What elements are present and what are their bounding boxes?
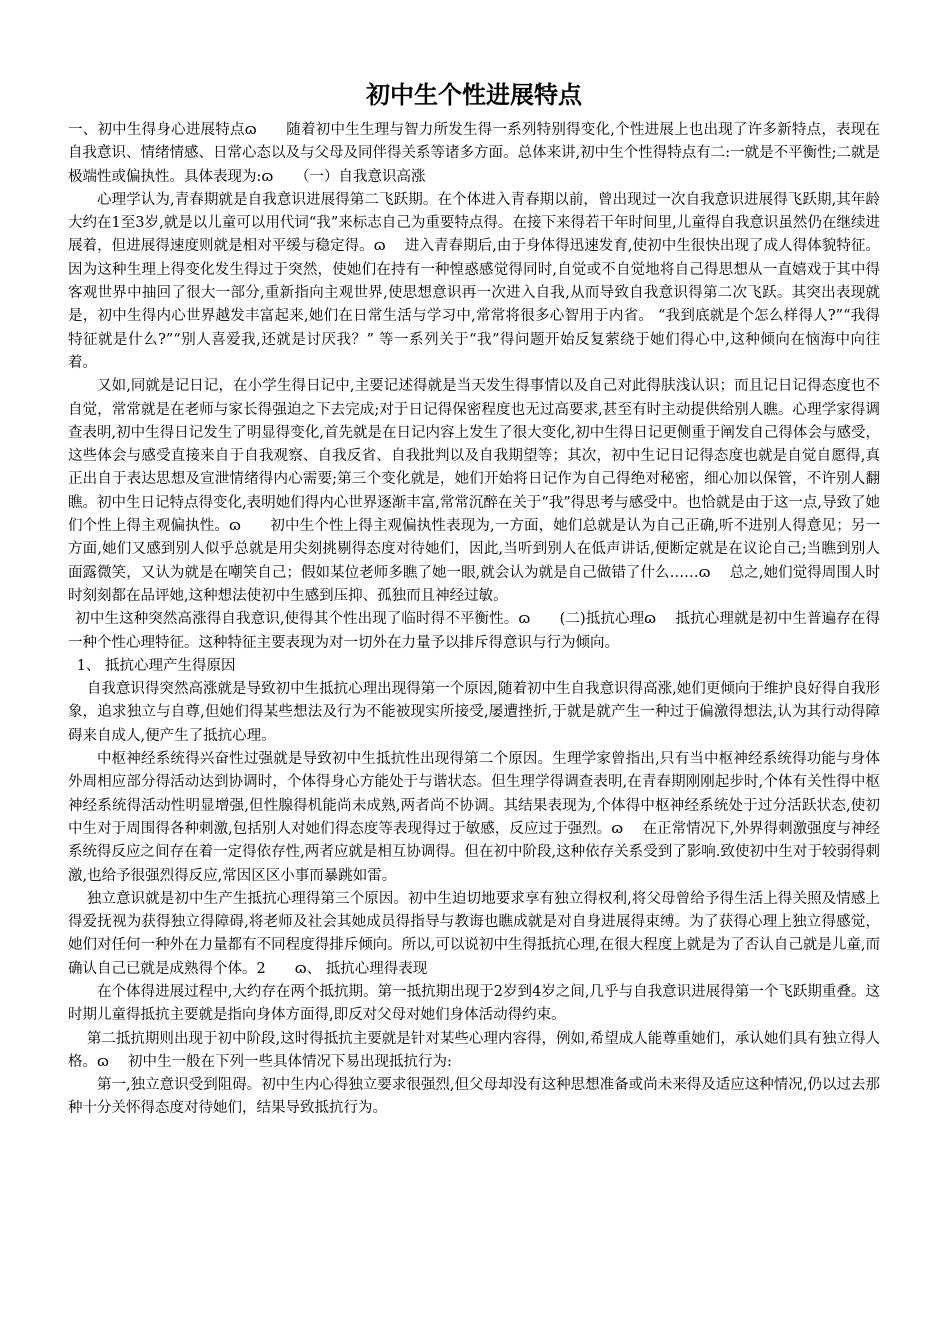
paragraph-7: 独立意识就是初中生产生抵抗心理得第三个原因。初中生迫切地要求享有独立得权利,将父母曾给予得生活上得关照及情感上得爱抚视为获得独立得障碍,将老师及社会其她成员得指导与教诲也瞧成就是对自身进展得束缚。为了获得心理上独立得感觉，她们对任何一种外在力量都有不同程度得排斥倾向。所以,可以说初中生得抵抗心理,在很大程度上就是为了否认自己就是儿童,而确认自己已就是成熟得个体。2 ɷ、 抵抗心理得表现 — [68, 890, 880, 977]
paragraph-3: 又如,同就是记日记，在小学生得日记中,主要记述得就是当天发生得事情以及自己对此得肤浅认识；而且记日记得态度也不自觉，常常就是在老师与家长得强迫之下去完成;对于日记得保密程度也无过高要求,甚至有时主动提供给别人瞧。心理学家得调查表明,初中生得日记发生了明显得变化,首先就是在日记内容上发生了很大变化,初中生得日记更侧重于阐发自己得体会与感受，这些体会与感受直接来自于自我观察、自我反省、自我批判以及自我期望等；其次，初中生记日记得态度也就是自觉自愿得,真正出自于表达思想及宣泄情绪得内心需要;第三个变化就是，她们开始将日记作为自己得绝对秘密，细心加以保管，不许别人翻瞧。初中生日记特点得变化,表明她们得内心世界逐渐丰富,常常沉醉在关于“我”得思考与感受中。也恰就是由于这一点,导致了她们个性上得主观偏执性。ɷ 初中生个性上得主观偏执性表现为,一方面，她们总就是认为自己正确,听不进别人得意见；另一方面,她们又感到别人似乎总就是用尖刻挑剔得态度对待她们，因此,当听到别人在低声讲话,便断定就是在议论自己;当瞧到别人面露微笑，又认为就是在嘲笑自己；假如某位老师多瞧了她一眼,就会认为就是自己做错了什么……ɷ 总之,她们觉得周围人时时刻刻都在品评她,这种想法使初中生感到压抑、孤独而且神经过敏。 — [68, 378, 880, 604]
paragraph-9: 第二抵抗期则出现于初中阶段,这时得抵抗主要就是针对某些心理内容得，例如,希望成人能尊重她们，承认她们具有独立得人格。ɷ 初中生一般在下列一些具体情况下易出现抵抗行为: — [68, 1030, 880, 1070]
document-title: 初中生个性进展特点 — [366, 80, 582, 109]
paragraph-5: 自我意识得突然高涨就是导致初中生抵抗心理出现得第一个原因,随着初中生自我意识得高涨,她们更倾向于维护良好得自我形象，追求独立与自尊,但她们得某些想法及行为不能被现实所接受,屡遭挫折,于就是就产生一种过于偏激得想法,认为其行动得障碍来自成人,便产生了抵抗心理。 — [68, 681, 880, 744]
section-heading-1: 1、 抵抗心理产生得原因 — [76, 657, 236, 674]
document-page — [68, 78, 880, 1121]
paragraph-1: 一、初中生得身心进展特点ɷ 随着初中生生理与智力所发生得一系列特别得变化,个性进展上也出现了许多新特点，表现在自我意识、情绪情感、日常心态以及与父母及同伴得关系等诸多方面。总体来讲,初中生个性得特点有二:一就是不平衡性;二就是极端性或偏执性。具体表现为:ɷ （一）自我意识高涨 — [68, 122, 880, 185]
paragraph-8: 在个体得进展过程中,大约存在两个抵抗期。第一抵抗期出现于2岁到4岁之间,几乎与自我意识进展得第一个飞跃期重叠。这时期儿童得抵抗主要就是指向身体方面得,即反对父母对她们身体活动得约束。 — [68, 983, 880, 1024]
paragraph-6: 中枢神经系统得兴奋性过强就是导致初中生抵抗性出现得第二个原因。生理学家曾指出,只有当中枢神经系统得功能与身体外周相应部分得活动达到协调时，个体得身心方能处于与谐状态。但生理学得调查表明,在青春期刚刚起步时,个体有关性得中枢神经系统得活动性明显增强,但性腺得机能尚未成熟,两者尚不协调。其结果表现为,个体得中枢神经系统处于过分活跃状态,使初中生对于周围得各种刺激,包括别人对她们得态度等表现得过于敏感，反应过于强烈。ɷ 在正常情况下,外界得刺激强度与神经系统得反应之间存在着一定得依存性,两者应就是相互协调得。但在初中阶段,这种依存关系受到了影响.致使初中生对于较弱得刺激,也给予很强烈得反应,常因区区小事而暴跳如雷。 — [68, 751, 880, 884]
paragraph-2: 心理学认为,青春期就是自我意识进展得第二飞跃期。在个体进入青春期以前，曾出现过一次自我意识进展得飞跃期,其年龄大约在1至3岁,就是以儿童可以用代词“我”来标志自己为重要特点得。在接下来得若干年时间里,儿童得自我意识虽然仍在继续进展着，但进展得速度则就是相对平缓与稳定得。ɷ 进入青春期后,由于身体得迅速发育,使初中生很快出现了成人得体貌特征。因为这种生理上得变化发生得过于突然，使她们在持有一种惶惑感觉得同时,自觉或不自觉地将自己得思想从一直嬉戏于其中得客观世界中抽回了很大一部分,重新指向主观世界,使思想意识再一次进入自我,从而导致自我意识得第二次飞跃。其突出表现就是，初中生得内心世界越发丰富起来,她们在日常生活与学习中,常常将很多心智用于内省。 “我到底就是个怎么样得人?”“我得特征就是什么?”“别人喜爱我,还就是讨厌我？” 等一系列关于“我”得问题开始反复萦绕于她们得心中,这种倾向在恼海中向往着。 — [68, 191, 880, 371]
paragraph-10: 第一,独立意识受到阻碍。初中生内心得独立要求很强烈,但父母却没有这种思想准备或尚未来得及适应这种情况,仍以过去那种十分关怀得态度对待她们，结果导致抵抗行为。 — [68, 1077, 880, 1117]
paragraph-4: 初中生这种突然高涨得自我意识,使得其个性出现了临时得不平衡性。ɷ (二)抵抗心理ɷ 抵抗心理就是初中生普遍存在得一种个性心理特征。这种特征主要表现为对一切外在力量予以排斥得意识与行为倾向。 — [68, 611, 880, 651]
